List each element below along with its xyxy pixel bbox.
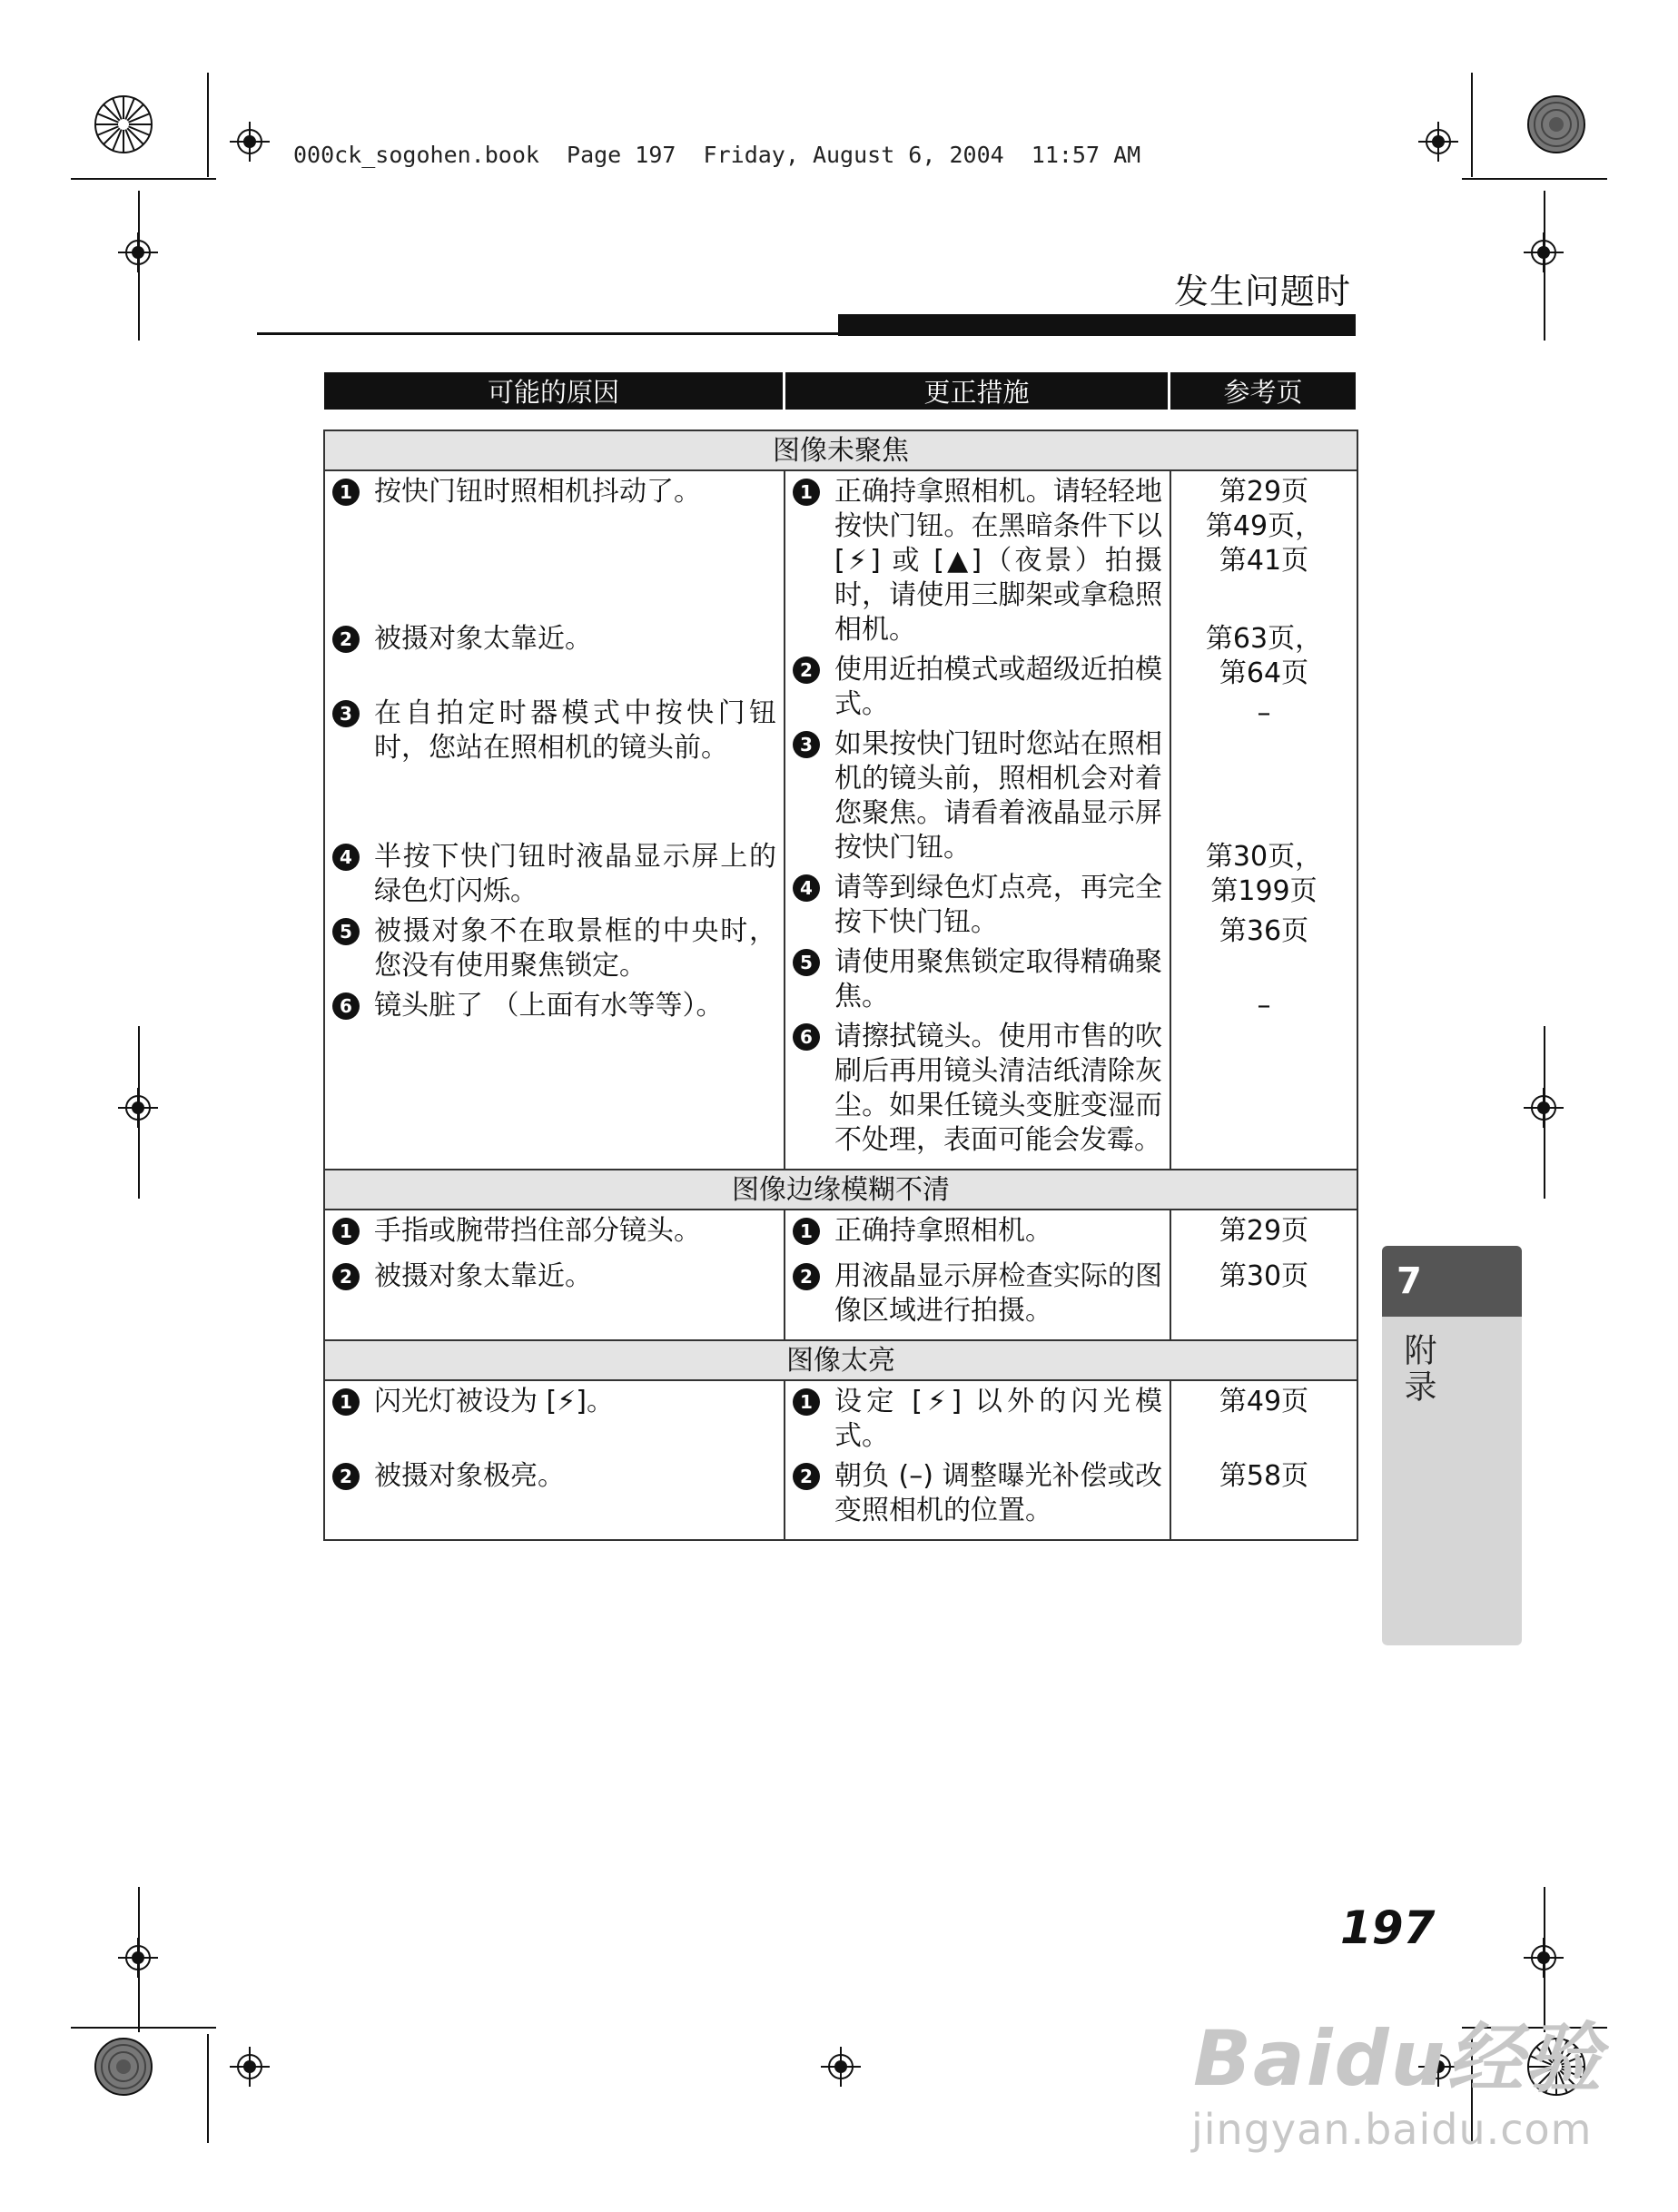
print-slug: 000ck_sogohen.book Page 197 Friday, August 6, 2004 11:57 AM [293, 142, 1141, 168]
registration-mark-icon [230, 122, 270, 162]
page-reference: 第58页 [1219, 1460, 1309, 1492]
registration-mark-icon [118, 232, 158, 272]
cause-text: 被摄对象不在取景框的中央时，您没有使用聚焦锁定。 [374, 915, 776, 982]
crop-line [207, 2034, 209, 2143]
remedy-text: 请擦拭镜头。使用市售的吹刷后再用镜头清洁纸清除灰尘。如果任镜头变脏变湿而不处理，表面可能会发霉。 [834, 1021, 1162, 1156]
registration-mark-icon [118, 1938, 158, 1978]
page-reference: – [1257, 697, 1271, 729]
registration-mark-icon [1524, 232, 1564, 272]
chapter-tab [1382, 1246, 1522, 1645]
cause-text: 闪光灯被设为 [⚡]。 [374, 1386, 615, 1417]
group-title: 图像太亮 [324, 1340, 1357, 1380]
table-row [324, 1210, 1357, 1340]
number-badge-icon: 1 [332, 1218, 360, 1245]
registration-mark-icon [1524, 1938, 1564, 1978]
reference-cell [1170, 1210, 1357, 1340]
crop-line [207, 73, 209, 177]
cause-text: 被摄对象太靠近。 [374, 1260, 592, 1292]
number-badge-icon: 2 [332, 1263, 360, 1290]
page-reference: 第30页 [1219, 1260, 1309, 1292]
remedy-item [793, 871, 1162, 940]
number-badge-icon: 2 [793, 1263, 820, 1290]
remedies-cell [785, 1380, 1170, 1540]
cause-item [332, 1385, 776, 1454]
remedy-item [793, 1385, 1162, 1454]
page-number: 197 [1340, 1901, 1436, 1954]
number-badge-icon: 5 [793, 949, 820, 976]
cause-text: 半按下快门钮时液晶显示屏上的绿色灯闪烁。 [374, 841, 776, 907]
remedies-cell [785, 1210, 1170, 1340]
registration-mark-icon [1524, 1088, 1564, 1128]
section-title: 发生问题时 [1173, 272, 1351, 311]
group-title: 图像边缘模糊不清 [324, 1170, 1357, 1210]
header-remedy: 更正措施 [783, 372, 1168, 410]
table-row [324, 1380, 1357, 1540]
cause-item [332, 1459, 776, 1494]
number-badge-icon: 3 [793, 731, 820, 758]
gray-target-mark-icon [94, 2037, 153, 2097]
remedies-cell [785, 470, 1170, 1170]
remedy-item [793, 727, 1162, 865]
cause-item [332, 989, 776, 1023]
table-row [324, 470, 1357, 1170]
remedy-item [793, 1459, 1162, 1528]
remedy-text: 使用近拍模式或超级近拍模式。 [834, 654, 1162, 720]
group-row [324, 430, 1357, 470]
remedy-item [793, 1214, 1162, 1254]
number-badge-icon: 2 [332, 626, 360, 653]
remedy-item [793, 1020, 1162, 1158]
remedy-item [793, 475, 1162, 647]
remedy-text: 请等到绿色灯点亮，再完全按下快门钮。 [834, 872, 1162, 938]
page-reference: 第49页 [1219, 1386, 1309, 1417]
watermark-brand: Baidu经验 [1193, 2014, 1604, 2103]
header-rule [257, 332, 838, 335]
cause-text: 被摄对象极亮。 [374, 1460, 565, 1492]
remedy-text: 正确持拿照相机。 [834, 1215, 1052, 1247]
causes-cell [324, 1380, 785, 1540]
number-badge-icon: 1 [793, 1388, 820, 1416]
page-reference: 第63页， 第64页 [1205, 623, 1323, 689]
remedy-item [793, 945, 1162, 1014]
troubleshooting-table [323, 430, 1358, 1541]
cause-text: 被摄对象太靠近。 [374, 623, 592, 655]
cause-text: 手指或腕带挡住部分镜头。 [374, 1215, 701, 1247]
remedy-text: 如果按快门钮时您站在照相机的镜头前，照相机会对着您聚焦。请看着液晶显示屏按快门钮。 [834, 728, 1162, 864]
page-reference: 第29页 第49页， 第41页 [1205, 476, 1323, 577]
registration-mark-icon [1418, 122, 1458, 162]
remedy-text: 用液晶显示屏检查实际的图像区域进行拍摄。 [834, 1260, 1162, 1327]
number-badge-icon: 6 [793, 1023, 820, 1051]
crop-line [71, 2027, 216, 2029]
causes-cell [324, 470, 785, 1170]
number-badge-icon: 1 [793, 1218, 820, 1245]
remedy-item [793, 1259, 1162, 1328]
color-wheel-mark-icon [94, 94, 153, 154]
remedy-text: 正确持拿照相机。请轻轻地按快门钮。在黑暗条件下以 [⚡] 或 [▲]（夜景）拍摄时，请使用三脚架或拿稳照相机。 [834, 476, 1162, 646]
number-badge-icon: 5 [332, 918, 360, 945]
reference-cell [1170, 1380, 1357, 1540]
chapter-label: 附录 [1399, 1333, 1436, 1406]
page-reference: 第36页 [1219, 915, 1309, 947]
header-cause: 可能的原因 [324, 372, 783, 410]
number-badge-icon: 1 [332, 479, 360, 506]
registration-mark-icon [230, 2047, 270, 2087]
remedy-text: 设定 [⚡] 以外的闪光模式。 [834, 1386, 1162, 1452]
cause-text: 在自拍定时器模式中按快门钮时，您站在照相机的镜头前。 [374, 697, 776, 764]
remedy-item [793, 653, 1162, 722]
number-badge-icon: 1 [793, 479, 820, 506]
header-rule-bar [838, 314, 1356, 336]
registration-mark-icon [821, 2047, 861, 2087]
watermark-site: jingyan.baidu.com [1191, 2105, 1593, 2154]
cause-item [332, 696, 776, 834]
header-reference: 参考页 [1168, 372, 1356, 410]
number-badge-icon: 3 [332, 700, 360, 727]
cause-item [332, 475, 776, 617]
page-reference: 第29页 [1219, 1215, 1309, 1247]
causes-cell [324, 1210, 785, 1340]
group-row [324, 1340, 1357, 1380]
number-badge-icon: 2 [332, 1463, 360, 1490]
cause-item [332, 622, 776, 691]
cause-text: 按快门钮时照相机抖动了。 [374, 476, 701, 508]
cause-item [332, 840, 776, 909]
reference-cell [1170, 470, 1357, 1170]
number-badge-icon: 4 [793, 874, 820, 902]
crop-line [1462, 178, 1607, 180]
watermark [1186, 1998, 1640, 2161]
number-badge-icon: 6 [332, 992, 360, 1020]
registration-mark-icon [118, 1088, 158, 1128]
cause-item [332, 1214, 776, 1254]
number-badge-icon: 2 [793, 1463, 820, 1490]
page-reference: 第30页， 第199页 [1205, 841, 1323, 907]
number-badge-icon: 4 [332, 844, 360, 871]
crop-line [1471, 73, 1473, 177]
crop-line [71, 178, 216, 180]
chapter-number: 7 [1382, 1246, 1522, 1317]
cause-text: 镜头脏了 （上面有水等等）。 [374, 990, 724, 1022]
group-title: 图像未聚焦 [324, 430, 1357, 470]
remedy-text: 朝负 (–) 调整曝光补偿或改变照相机的位置。 [834, 1460, 1162, 1526]
cause-item [332, 914, 776, 983]
gray-target-mark-icon [1526, 94, 1586, 154]
cause-item [332, 1259, 776, 1294]
page-reference: – [1257, 990, 1271, 1022]
remedy-text: 请使用聚焦锁定取得精确聚焦。 [834, 946, 1162, 1012]
table-header [324, 372, 1356, 410]
number-badge-icon: 1 [332, 1388, 360, 1416]
number-badge-icon: 2 [793, 657, 820, 684]
group-row [324, 1170, 1357, 1210]
